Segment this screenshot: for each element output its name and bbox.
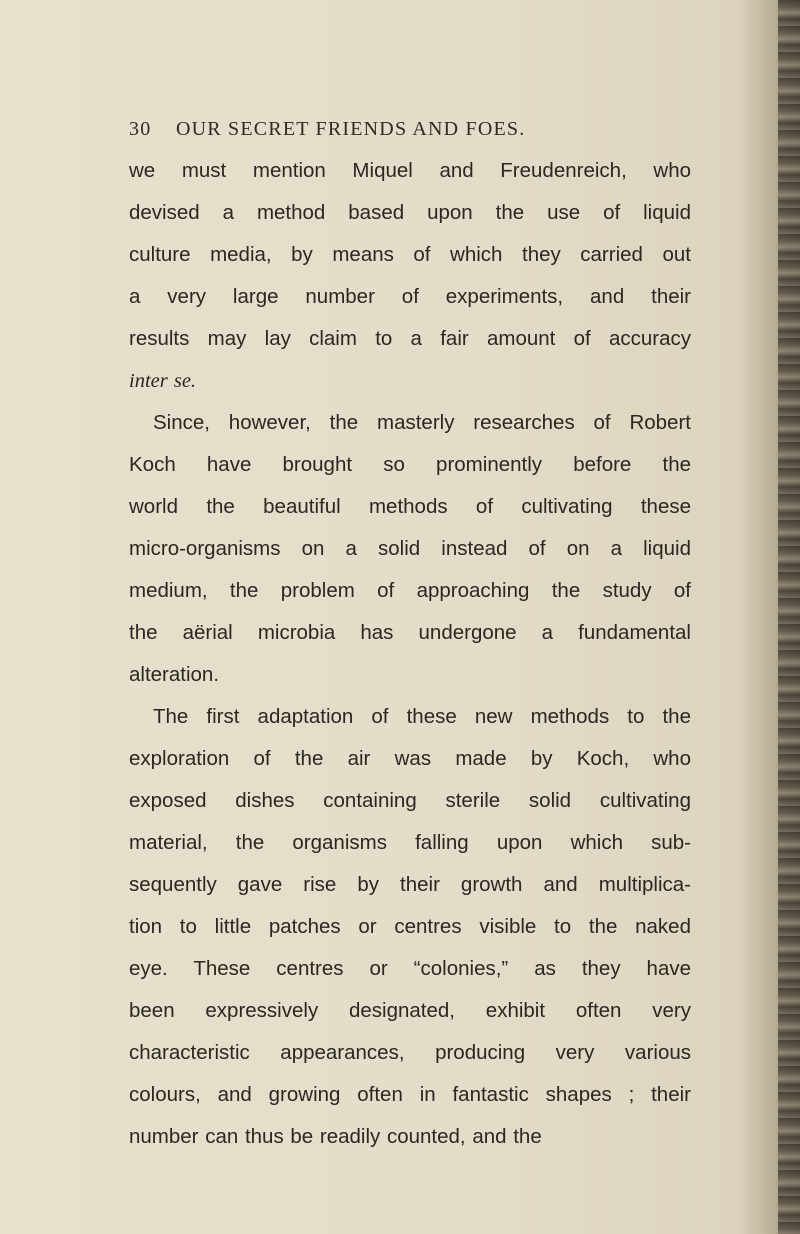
page-number: 30 xyxy=(129,118,152,140)
text-line: characteristic appearances, producing very various xyxy=(129,1041,691,1064)
italic-phrase: inter se. xyxy=(129,370,197,392)
body-text xyxy=(129,150,691,1158)
text-line: exploration of the air was made by Koch, who xyxy=(129,747,691,770)
text-line: exposed dishes containing sterile solid cultivating xyxy=(129,789,691,812)
text-line: results may lay claim to a fair amount of accuracy xyxy=(129,327,691,350)
text-line: a very large number of experiments, and their xyxy=(129,285,691,308)
text-line: material, the organisms falling upon which sub- xyxy=(129,831,691,854)
running-title: OUR SECRET FRIENDS AND FOES. xyxy=(176,118,526,140)
text-line: we must mention Miquel and Freudenreich, who xyxy=(129,159,691,182)
text-line: the aërial microbia has undergone a fundamental xyxy=(129,621,691,644)
text-line-italic xyxy=(129,360,691,402)
text-line: culture media, by means of which they carried out xyxy=(129,243,691,266)
running-header xyxy=(129,118,689,148)
text-line: world the beautiful methods of cultivating these xyxy=(129,495,691,518)
text-line: Koch have brought so prominently before the xyxy=(129,453,691,476)
text-line: devised a method based upon the use of liquid xyxy=(129,201,691,224)
paragraph-first-line: Since, however, the masterly researches of Robert xyxy=(153,411,691,434)
text-line: medium, the problem of approaching the study of xyxy=(129,579,691,602)
paragraph-first-line: The first adaptation of these new methods to the xyxy=(153,705,691,728)
text-line: sequently gave rise by their growth and multiplica- xyxy=(129,873,691,896)
text-line: micro-organisms on a solid instead of on a liquid xyxy=(129,537,691,560)
page-edge-shadow xyxy=(778,0,800,1234)
text-line: colours, and growing often in fantastic shapes ; their xyxy=(129,1083,691,1106)
text-line: number can thus be readily counted, and the xyxy=(129,1125,542,1148)
text-line: alteration. xyxy=(129,663,220,686)
text-line: eye. These centres or “colonies,” as they have xyxy=(129,957,691,980)
text-line: tion to little patches or centres visible to the naked xyxy=(129,915,691,938)
text-line: been expressively designated, exhibit often very xyxy=(129,999,691,1022)
